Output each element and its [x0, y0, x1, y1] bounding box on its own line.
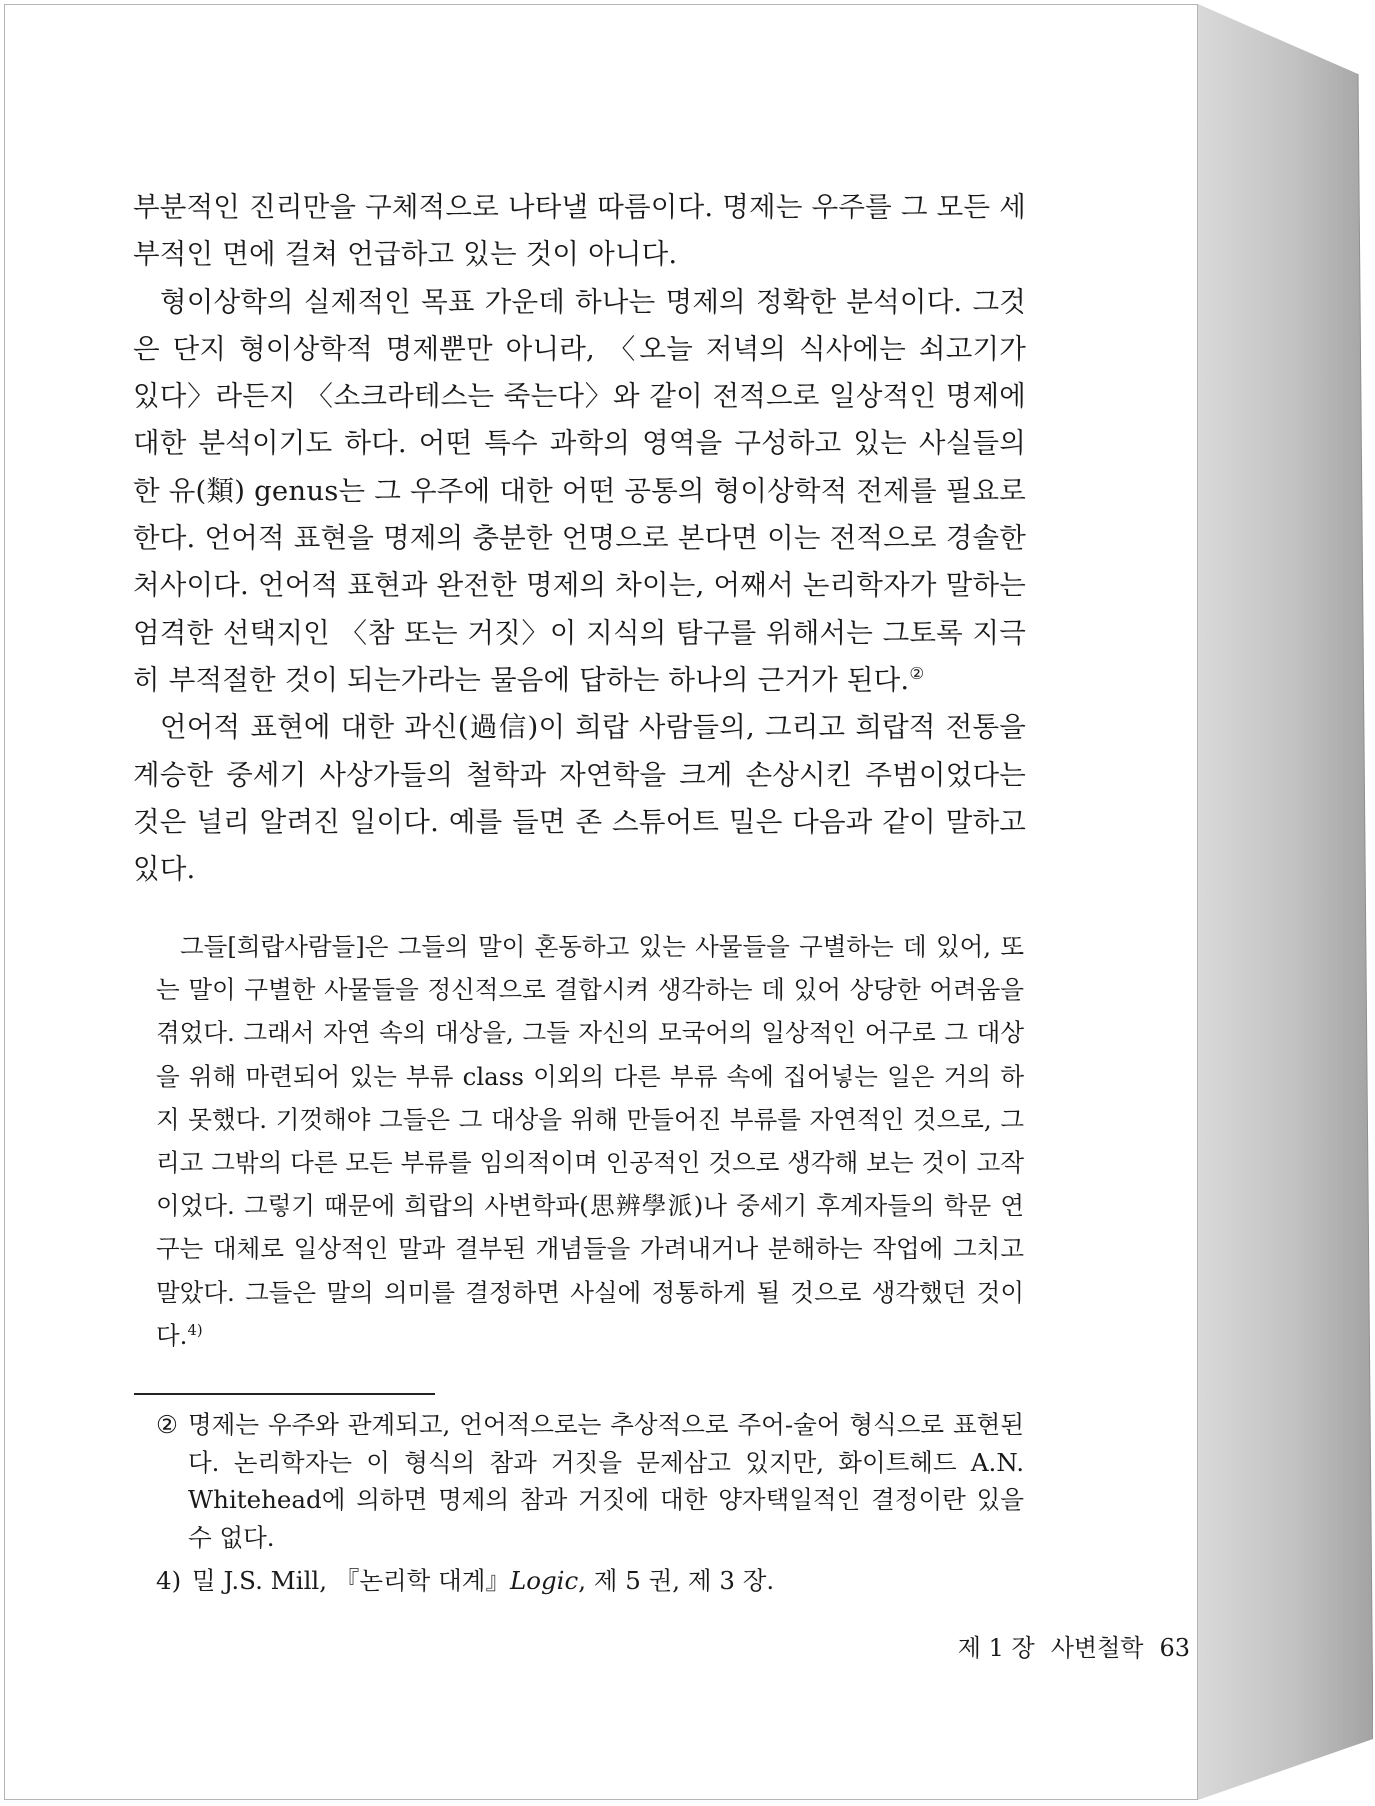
footnote-title-italic: Logic [509, 1566, 579, 1595]
footnote-text: 명제는 우주와 관계되고, 언어적으로는 추상적으로 주어-술어 형식으로 표현된다. 논리학자는 이 형식의 참과 거짓을 문제삼고 있지만, 화이트헤드 A.N. Whitehead에 의하면 명제의 참과 거짓에 대한 양자택일적인 결정이란 있을 수 없다. [188, 1410, 1024, 1552]
footnote-mark: 4) [156, 1566, 182, 1595]
quote-text: 그들[희랍사람들]은 그들의 말이 혼동하고 있는 사물들을 구별하는 데 있어, 또는 말이 구별한 사물들을 정신적으로 결합시켜 생각하는 데 있어 상당한 어려움을 겪었다. 그래서 자연 속의 대상을, 그들 자신의 모국어의 일상적인 어구로 그 대상을 위해 마련되어 있는 부류 class 이외의 다른 부류 속에 집어넣는 일은 거의 하지 못했다. 기껏해야 그들은 그 대상을 위해 만들어진 부류를 자연적인 것으로, 그리고 그밖의 다른 모든 부류를 임의적이며 인공적인 것으로 생각해 보는 것이 고작이었다. 그렇기 때문에 희랍의 사변학파(思辨學派)나 중세기 후계자들의 학문 연구는 대체로 일상적인 말과 결부된 개념들을 가려내거나 분해하는 작업에 그치고 말았다. 그들은 말의 의미를 결정하면 사실에 정통하게 될 것으로 생각했던 것이다. [156, 932, 1024, 1350]
footnote [156, 1406, 1024, 1556]
paragraph: 언어적 표현에 대한 과신(過信)이 희랍 사람들의, 그리고 희랍적 전통을 계승한 중세기 사상가들의 철학과 자연학을 크게 손상시킨 주범이었다는 것은 널리 알려진 일이다. 예를 들면 존 스튜어트 밀은 다음과 같이 말하고 있다. [133, 711, 1026, 886]
quote-paragraph [156, 925, 1024, 1357]
paragraph-text: 형이상학의 실제적인 목표 가운데 하나는 명제의 정확한 분석이다. 그것은 단지 형이상학적 명제뿐만 아니라, 〈오늘 저녁의 식사에는 쇠고기가 있다〉라든지 〈소크라테스는 죽는다〉와 같이 전적으로 일상적인 명제에 대한 분석이기도 하다. 어떤 특수 과학의 영역을 구성하고 있는 사실들의 한 유(類) genus는 그 우주에 대한 어떤 공통의 형이상학적 전제를 필요로 한다. 언어적 표현을 명제의 충분한 언명으로 본다면 이는 전적으로 경솔한 처사이다. 언어적 표현과 완전한 명제의 차이는, 어째서 논리학자가 말하는 엄격한 선택지인 〈참 또는 거짓〉이 지식의 탐구를 위해서는 그토록 지극히 부적절한 것이 되는가라는 물음에 답하는 하나의 근거가 된다. [133, 285, 1026, 696]
footnote-mark: ② [156, 1410, 178, 1439]
footnote-marker: ② [909, 663, 925, 683]
footnote-divider [134, 1393, 435, 1395]
paragraph [133, 279, 1026, 705]
footnote-text: 밀 J.S. Mill, 『논리학 대계』 [192, 1566, 510, 1595]
main-text [133, 184, 1026, 893]
chapter-title: 사변철학 [1050, 1634, 1144, 1662]
paragraph: 부분적인 진리만을 구체적으로 나타낼 따름이다. 명제는 우주를 그 모든 세부적인 면에 걸쳐 언급하고 있는 것이 아니다. [133, 191, 1026, 271]
running-footer [958, 1628, 1190, 1663]
book-side-edge [1198, 4, 1373, 1800]
footnote-text: , 제 5 권, 제 3 장. [578, 1566, 775, 1595]
block-quote [156, 925, 1024, 1357]
footnote [156, 1562, 1024, 1600]
chapter-number: 제 1 장 [957, 1634, 1035, 1662]
footnotes [156, 1406, 1024, 1600]
footnote-marker: 4) [187, 1321, 203, 1339]
page-number: 63 [1159, 1634, 1190, 1662]
